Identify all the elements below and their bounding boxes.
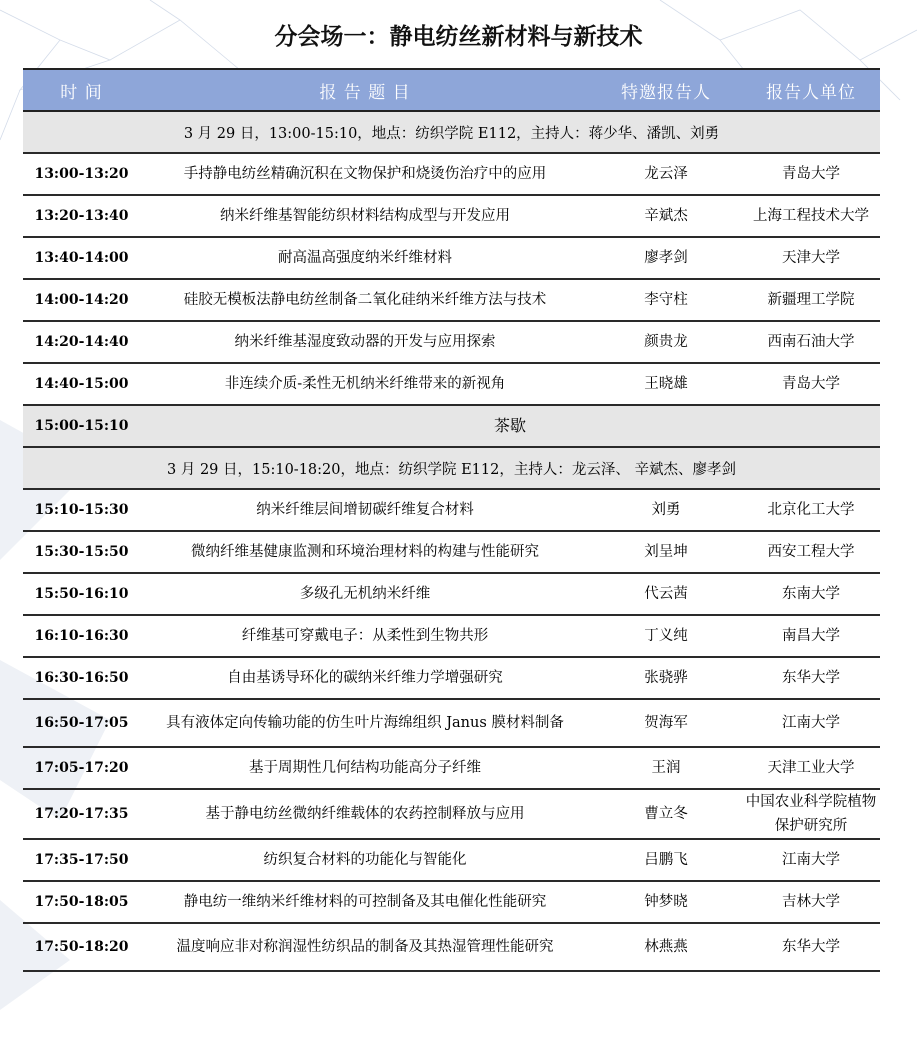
- row-topic: 硅胶无模板法静电纺丝制备二氧化硅纳米纤维方法与技术: [140, 279, 590, 321]
- row-topic: 非连续介质-柔性无机纳米纤维带来的新视角: [140, 363, 590, 405]
- row-unit: 东南大学: [742, 573, 880, 615]
- row-unit: 青岛大学: [742, 153, 880, 195]
- row-topic: 耐高温高强度纳米纤维材料: [140, 237, 590, 279]
- row-speaker: 林燕燕: [590, 923, 742, 971]
- row-time: 16:50-17:05: [23, 699, 140, 747]
- page-title: 分会场一：静电纺丝新材料与新技术: [274, 24, 643, 50]
- table-row: [23, 153, 880, 195]
- row-unit: 青岛大学: [742, 363, 880, 405]
- row-time: 17:20-17:35: [23, 789, 140, 839]
- row-unit: 江南大学: [742, 839, 880, 881]
- row-time: 14:20-14:40: [23, 321, 140, 363]
- row-topic: 具有液体定向传输功能的仿生叶片海绵组织 Janus 膜材料制备: [140, 699, 590, 747]
- break-time: 15:00-15:10: [23, 405, 140, 447]
- table-header-row: [23, 69, 880, 111]
- row-topic: 纺织复合材料的功能化与智能化: [140, 839, 590, 881]
- break-row: [23, 405, 880, 447]
- row-unit: 西南石油大学: [742, 321, 880, 363]
- row-unit: 江南大学: [742, 699, 880, 747]
- table-row: [23, 657, 880, 699]
- row-time: 14:00-14:20: [23, 279, 140, 321]
- row-topic: 自由基诱导环化的碳纳米纤维力学增强研究: [140, 657, 590, 699]
- table-row: [23, 923, 880, 971]
- row-time: 16:30-16:50: [23, 657, 140, 699]
- row-unit: 新疆理工学院: [742, 279, 880, 321]
- row-time: 13:20-13:40: [23, 195, 140, 237]
- row-unit: 西安工程大学: [742, 531, 880, 573]
- row-time: 13:00-13:20: [23, 153, 140, 195]
- row-unit: 中国农业科学院植物保护研究所: [742, 789, 880, 839]
- row-speaker: 钟梦晓: [590, 881, 742, 923]
- row-time: 17:50-18:20: [23, 923, 140, 971]
- row-unit: 南昌大学: [742, 615, 880, 657]
- table-row: [23, 615, 880, 657]
- header-topic: 报 告 题 目: [140, 69, 590, 111]
- row-topic: 纳米纤维层间增韧碳纤维复合材料: [140, 489, 590, 531]
- table-row: [23, 573, 880, 615]
- row-time: 13:40-14:00: [23, 237, 140, 279]
- row-speaker: 贺海军: [590, 699, 742, 747]
- table-row: [23, 699, 880, 747]
- row-speaker: 代云茜: [590, 573, 742, 615]
- row-topic: 纳米纤维基湿度致动器的开发与应用探索: [140, 321, 590, 363]
- row-topic: 多级孔无机纳米纤维: [140, 573, 590, 615]
- session-info-2: 3 月 29 日，15:10-18:20，地点：纺织学院 E112，主持人：龙云泽、 辛斌杰、廖孝剑: [23, 447, 880, 489]
- row-topic: 纳米纤维基智能纺织材料结构成型与开发应用: [140, 195, 590, 237]
- row-speaker: 辛斌杰: [590, 195, 742, 237]
- table-row: [23, 321, 880, 363]
- row-speaker: 龙云泽: [590, 153, 742, 195]
- session-info-1: 3 月 29 日，13:00-15:10，地点：纺织学院 E112，主持人：蒋少华、潘凯、刘勇: [23, 111, 880, 153]
- row-unit: 天津大学: [742, 237, 880, 279]
- row-speaker: 张骁骅: [590, 657, 742, 699]
- row-topic: 基于周期性几何结构功能高分子纤维: [140, 747, 590, 789]
- row-topic: 温度响应非对称润湿性纺织品的制备及其热湿管理性能研究: [140, 923, 590, 971]
- row-speaker: 刘勇: [590, 489, 742, 531]
- table-row: [23, 195, 880, 237]
- row-time: 14:40-15:00: [23, 363, 140, 405]
- table-row: [23, 237, 880, 279]
- row-speaker: 王晓雄: [590, 363, 742, 405]
- row-speaker: 吕鹏飞: [590, 839, 742, 881]
- row-speaker: 刘呈坤: [590, 531, 742, 573]
- row-time: 15:50-16:10: [23, 573, 140, 615]
- table-row: [23, 789, 880, 839]
- table-row: [23, 363, 880, 405]
- row-time: 15:30-15:50: [23, 531, 140, 573]
- row-speaker: 李守柱: [590, 279, 742, 321]
- row-unit: 东华大学: [742, 657, 880, 699]
- table-row: [23, 531, 880, 573]
- row-topic: 微纳纤维基健康监测和环境治理材料的构建与性能研究: [140, 531, 590, 573]
- row-topic: 手持静电纺丝精确沉积在文物保护和烧烫伤治疗中的应用: [140, 153, 590, 195]
- table-row: [23, 881, 880, 923]
- row-topic: 静电纺一维纳米纤维材料的可控制备及其电催化性能研究: [140, 881, 590, 923]
- row-unit: 北京化工大学: [742, 489, 880, 531]
- row-time: 16:10-16:30: [23, 615, 140, 657]
- row-unit: 吉林大学: [742, 881, 880, 923]
- schedule-table: [23, 68, 880, 972]
- break-label: 茶歇: [140, 405, 880, 447]
- row-time: 17:50-18:05: [23, 881, 140, 923]
- row-speaker: 颜贵龙: [590, 321, 742, 363]
- row-speaker: 丁义纯: [590, 615, 742, 657]
- table-row: [23, 747, 880, 789]
- header-speaker: 特邀报告人: [590, 69, 742, 111]
- session-row-2: [23, 447, 880, 489]
- row-speaker: 王润: [590, 747, 742, 789]
- session-row-1: [23, 111, 880, 153]
- header-time: 时 间: [23, 69, 140, 111]
- row-speaker: 廖孝剑: [590, 237, 742, 279]
- row-unit: 上海工程技术大学: [742, 195, 880, 237]
- row-time: 17:05-17:20: [23, 747, 140, 789]
- row-unit: 天津工业大学: [742, 747, 880, 789]
- row-topic: 基于静电纺丝微纳纤维载体的农药控制释放与应用: [140, 789, 590, 839]
- row-speaker: 曹立冬: [590, 789, 742, 839]
- row-time: 15:10-15:30: [23, 489, 140, 531]
- row-topic: 纤维基可穿戴电子：从柔性到生物共形: [140, 615, 590, 657]
- row-time: 17:35-17:50: [23, 839, 140, 881]
- table-row: [23, 489, 880, 531]
- row-unit: 东华大学: [742, 923, 880, 971]
- table-row: [23, 279, 880, 321]
- header-unit: 报告人单位: [742, 69, 880, 111]
- table-row: [23, 839, 880, 881]
